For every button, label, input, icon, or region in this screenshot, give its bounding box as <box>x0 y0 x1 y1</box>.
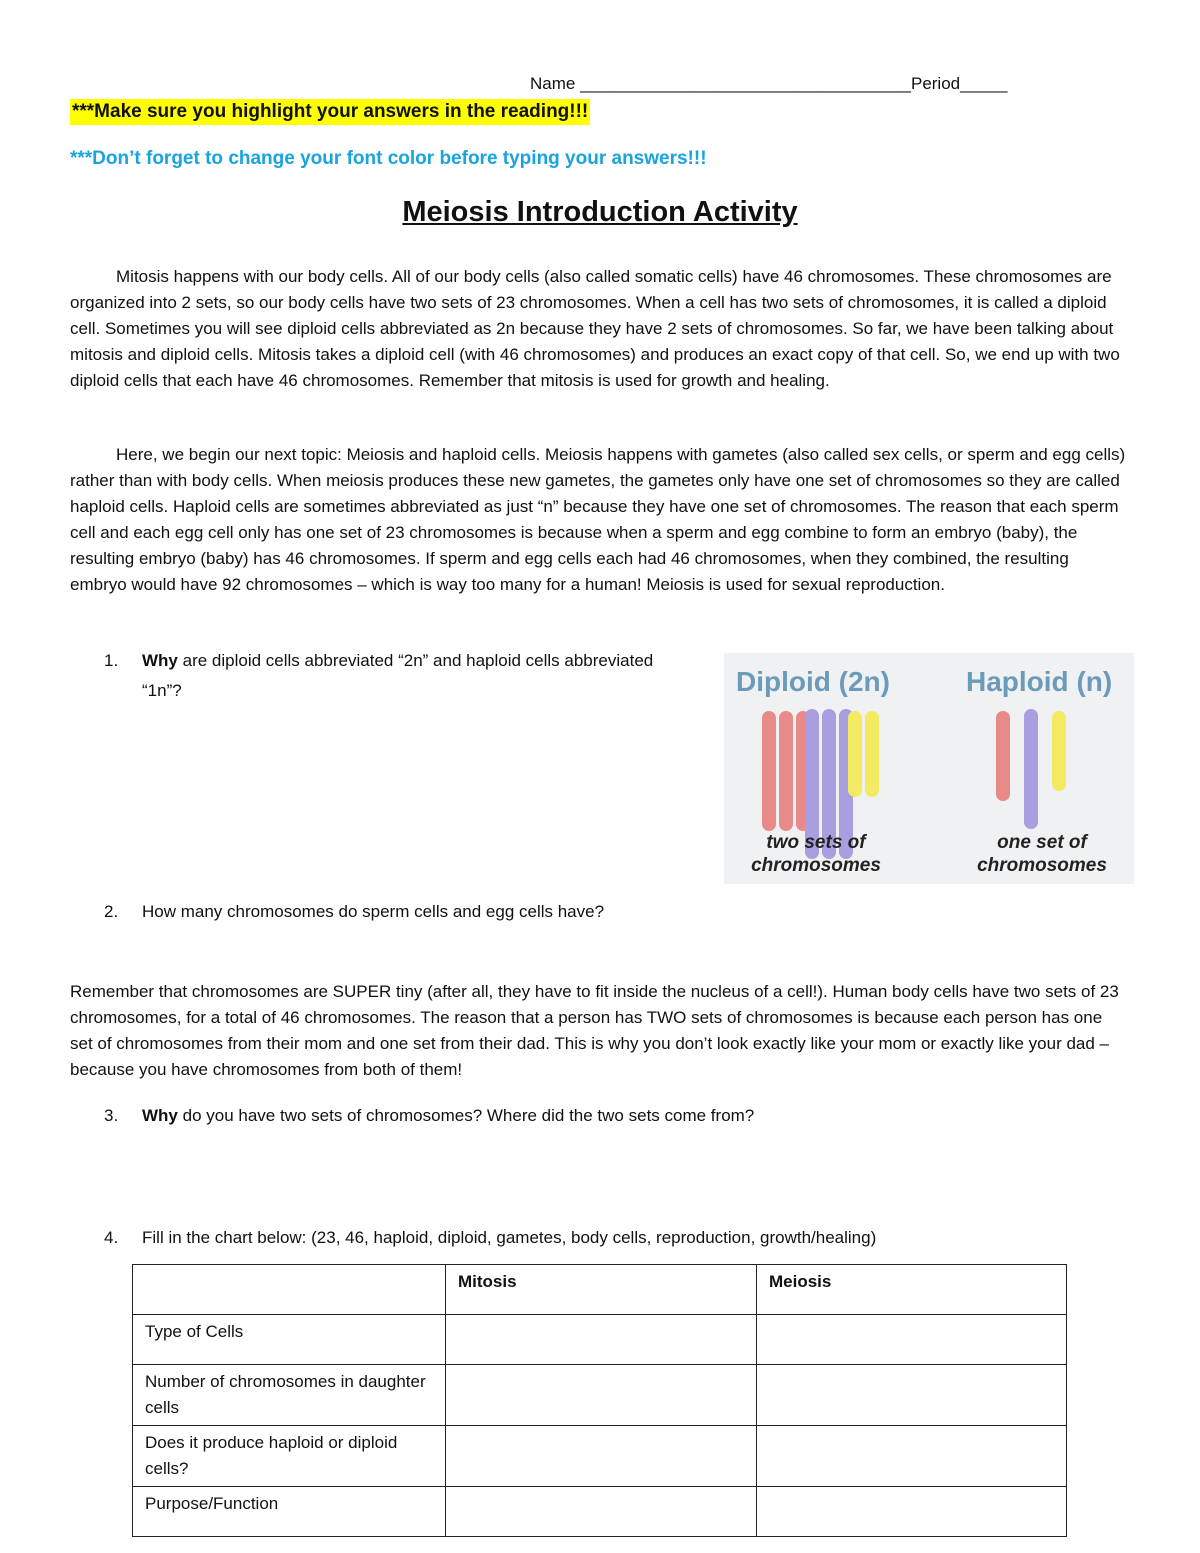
chromosome-red-2 <box>779 711 793 831</box>
table-header-cell <box>133 1265 446 1315</box>
highlight-reminder: ***Make sure you highlight your answers in the reading!!! <box>70 99 590 125</box>
question-text: How many chromosomes do sperm cells and egg cells have? <box>142 902 605 921</box>
font-color-reminder: ***Don’t forget to change your font color before typing your answers!!! <box>70 148 707 169</box>
table-row <box>133 1365 1067 1426</box>
row-label: Does it produce haploid or diploid cells? <box>133 1426 446 1487</box>
diploid-label: Diploid (2n) <box>736 666 890 697</box>
question-text: are diploid cells abbreviated “2n” and haploid cells abbreviated “1n”? <box>142 651 654 700</box>
table-header-row <box>133 1265 1067 1315</box>
question-text: do you have two sets of chromosomes? Where did the two sets come from? <box>177 1106 755 1125</box>
row-label: Purpose/Function <box>133 1487 446 1537</box>
answer-cell-mitosis[interactable] <box>446 1426 757 1487</box>
diploid-caption-line1: two sets of <box>766 832 866 853</box>
table-header-mitosis: Mitosis <box>446 1265 757 1315</box>
haploid-chromosomes <box>996 709 1066 829</box>
paragraph-chromosome-sets: Remember that chromosomes are SUPER tiny (after all, they have to fit inside the nucleus of a cell!). Human body cells have two sets of 23 chromosomes, for a total of 46 chromosomes. The reason that a person has TWO sets of chromosomes is because each person has one set of chromosomes from their mom and one set from their dad. This is why you don’t look exactly like your mom or exactly like your dad – because you have chromosomes from both of them! <box>70 982 1119 1079</box>
table-row <box>133 1315 1067 1365</box>
answer-cell-mitosis[interactable] <box>446 1487 757 1537</box>
answer-cell-meiosis[interactable] <box>757 1487 1067 1537</box>
question-bold-word: Why <box>142 651 178 670</box>
question-bold-word: Why <box>142 1106 178 1125</box>
question-number: 3. <box>104 1106 119 1125</box>
answer-cell-meiosis[interactable] <box>757 1315 1067 1365</box>
table-row <box>133 1487 1067 1537</box>
chromosome-yellow-single <box>1052 711 1066 791</box>
haploid-caption-line1: one set of <box>997 832 1087 853</box>
diploid-haploid-figure <box>724 653 1134 884</box>
chromosome-red-single <box>996 711 1010 801</box>
answer-cell-mitosis[interactable] <box>446 1365 757 1426</box>
table-header-meiosis: Meiosis <box>757 1265 1067 1315</box>
haploid-caption-line2: chromosomes <box>977 855 1107 876</box>
page-title: Meiosis Introduction Activity <box>402 196 798 228</box>
chromosome-yellow-1 <box>848 711 862 797</box>
question-number: 1. <box>104 651 119 670</box>
diploid-caption-line2: chromosomes <box>751 855 881 876</box>
answer-cell-meiosis[interactable] <box>757 1426 1067 1487</box>
answer-cell-meiosis[interactable] <box>757 1365 1067 1426</box>
row-label: Number of chromosomes in daughter cells <box>133 1365 446 1426</box>
row-label: Type of Cells <box>133 1315 446 1365</box>
question-number: 2. <box>104 902 119 921</box>
haploid-label: Haploid (n) <box>966 666 1113 697</box>
name-period-line[interactable]: Name ___________________________________Period_____ <box>530 74 1008 93</box>
chromosome-purple-single <box>1024 709 1038 829</box>
question-number: 4. <box>104 1228 119 1247</box>
answer-cell-mitosis[interactable] <box>446 1315 757 1365</box>
table-row <box>133 1426 1067 1487</box>
chromosome-red-1 <box>762 711 776 831</box>
question-text: Fill in the chart below: (23, 46, haploid, diploid, gametes, body cells, reproduction, growth/healing) <box>142 1228 877 1247</box>
paragraph-mitosis: Mitosis happens with our body cells. All of our body cells (also called somatic cells) have 46 chromosomes. These chromosomes are organized into 2 sets, so our body cells have two sets of 23 chromosomes. When a cell has two sets of chromosomes, it is called a diploid cell. Sometimes you will see diploid cells abbreviated as 2n because they have 2 sets of chromosomes. So far, we have been talking about mitosis and diploid cells. Mitosis takes a diploid cell (with 46 chromosomes) and produces an exact copy of that cell. So, we end up with two diploid cells that each have 46 chromosomes. Remember that mitosis is used for growth and healing. <box>70 267 1120 390</box>
chromosome-illustration <box>724 653 1134 884</box>
mitosis-meiosis-table <box>132 1264 1067 1537</box>
paragraph-meiosis: Here, we begin our next topic: Meiosis and haploid cells. Meiosis happens with gametes (also called sex cells, or sperm and egg cells) rather than with body cells. When meiosis produces these new gametes, the gametes only have one set of chromosomes so they are called haploid cells. Haploid cells are sometimes abbreviated as just “n” because they have one set of chromosomes. The reason that each sperm cell and each egg cell only has one set of 23 chromosomes is because when a sperm and egg combine to form an embryo (baby), the resulting embryo (baby) has 46 chromosomes. If sperm and egg cells each had 46 chromosomes, when they combined, the resulting embryo would have 92 chromosomes – which is way too many for a human! Meiosis is used for sexual reproduction. <box>70 445 1126 594</box>
chromosome-yellow-2 <box>865 711 879 797</box>
